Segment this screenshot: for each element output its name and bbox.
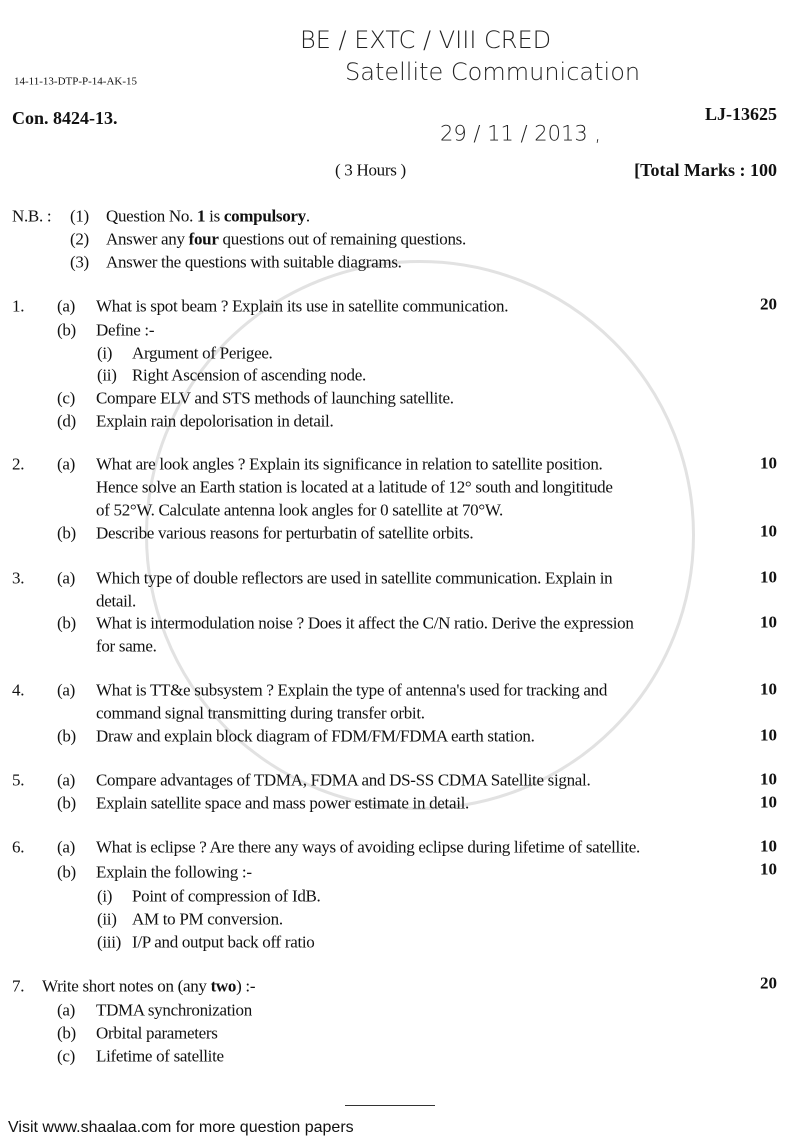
marks: 10 (760, 679, 777, 699)
con-number: Con. 8424-13. (12, 108, 118, 128)
part-label: (a) (57, 1000, 75, 1020)
question-text: What are look angles ? Explain its significance in relation to satellite position. (96, 454, 603, 474)
nb-item-1: Question No. 1 is compulsory. (106, 206, 310, 226)
question-text: Orbital parameters (96, 1023, 218, 1043)
nb-label: N.B. : (12, 206, 52, 226)
question-text: Compare advantages of TDMA, FDMA and DS-SS CDMA Satellite signal. (96, 770, 591, 790)
marks: 20 (760, 294, 777, 314)
footer-link-text[interactable]: Visit www.shaalaa.com for more question papers (8, 1119, 354, 1136)
question-text: of 52°W. Calculate antenna look angles for 0 satellite at 70°W. (96, 500, 503, 520)
sub-text: AM to PM conversion. (132, 909, 283, 929)
question-text: What is spot beam ? Explain its use in satellite communication. (96, 296, 509, 316)
part-label: (c) (57, 388, 75, 408)
question-text: Lifetime of satellite (96, 1046, 224, 1066)
marks: 10 (760, 612, 777, 632)
handwritten-course: BE / EXTC / VIII CRED (300, 26, 552, 54)
part-label: (d) (57, 411, 76, 431)
part-label: (b) (57, 523, 76, 543)
question-text: What is intermodulation noise ? Does it affect the C/N ratio. Derive the expression (96, 613, 634, 633)
question-text: command signal transmitting during transfer orbit. (96, 703, 425, 723)
sub-label: (ii) (97, 365, 117, 385)
part-label: (b) (57, 1023, 76, 1043)
sub-text: Argument of Perigee. (132, 343, 273, 363)
part-label: (a) (57, 568, 75, 588)
nb-item-3: Answer the questions with suitable diagrams. (106, 252, 402, 272)
total-marks: [Total Marks : 100 (634, 160, 777, 180)
question-text: Describe various reasons for perturbatin of satellite orbits. (96, 523, 474, 543)
handwritten-date: 29 / 11 / 2013 , (440, 121, 602, 146)
part-label: (a) (57, 680, 75, 700)
question-text: for same. (96, 636, 157, 656)
sub-label: (iii) (97, 932, 121, 952)
part-label: (b) (57, 613, 76, 633)
part-label: (c) (57, 1046, 75, 1066)
question-number: 2. (12, 454, 25, 474)
part-label: (b) (57, 726, 76, 746)
question-text: detail. (96, 591, 136, 611)
marks: 10 (760, 725, 777, 745)
question-text: Draw and explain block diagram of FDM/FM/FDMA earth station. (96, 726, 535, 746)
question-number: 6. (12, 837, 25, 857)
sub-text: Right Ascension of ascending node. (132, 365, 366, 385)
question-text: Which type of double reflectors are used in satellite communication. Explain in (96, 568, 613, 588)
question-number: 4. (12, 680, 25, 700)
part-label: (a) (57, 770, 75, 790)
question-number: 1. (12, 296, 25, 316)
part-label: (a) (57, 296, 75, 316)
sub-label: (i) (97, 886, 113, 906)
question-text: Compare ELV and STS methods of launching satellite. (96, 388, 454, 408)
nb-item-2: Answer any four questions out of remaining questions. (106, 229, 466, 249)
nb-num: (3) (70, 252, 89, 272)
marks: 10 (760, 453, 777, 473)
sub-text: Point of compression of IdB. (132, 886, 321, 906)
duration: ( 3 Hours ) (335, 160, 406, 180)
part-label: (b) (57, 862, 76, 882)
question-text: Explain satellite space and mass power estimate in detail. (96, 793, 470, 813)
question-text: Explain rain depolorisation in detail. (96, 411, 334, 431)
marks: 10 (760, 792, 777, 812)
marks: 10 (760, 521, 777, 541)
paper-code-small: 14-11-13-DTP-P-14-AK-15 (14, 75, 138, 88)
question-text: Hence solve an Earth station is located at a latitude of 12° south and longititude (96, 477, 613, 497)
paper-code: LJ-13625 (705, 104, 777, 124)
sub-text: I/P and output back off ratio (132, 932, 315, 952)
question-text: Write short notes on (any two) :- (42, 976, 256, 996)
nb-num: (1) (70, 206, 89, 226)
question-text: Explain the following :- (96, 862, 252, 882)
part-label: (a) (57, 454, 75, 474)
end-rule (345, 1105, 435, 1106)
marks: 10 (760, 836, 777, 856)
question-number: 5. (12, 770, 25, 790)
marks: 10 (760, 859, 777, 879)
sub-label: (ii) (97, 909, 117, 929)
question-text: Define :- (96, 320, 155, 340)
marks: 20 (760, 973, 777, 993)
handwritten-subject: Satellite Communication (345, 58, 641, 86)
part-label: (b) (57, 793, 76, 813)
marks: 10 (760, 769, 777, 789)
question-text: What is TT&e subsystem ? Explain the type of antenna's used for tracking and (96, 680, 608, 700)
part-label: (a) (57, 837, 75, 857)
question-number: 7. (12, 976, 25, 996)
marks: 10 (760, 567, 777, 587)
part-label: (b) (57, 320, 76, 340)
question-text: What is eclipse ? Are there any ways of avoiding eclipse during lifetime of satellite. (96, 837, 640, 857)
question-number: 3. (12, 568, 25, 588)
nb-num: (2) (70, 229, 89, 249)
question-text: TDMA synchronization (96, 1000, 252, 1020)
sub-label: (i) (97, 343, 113, 363)
